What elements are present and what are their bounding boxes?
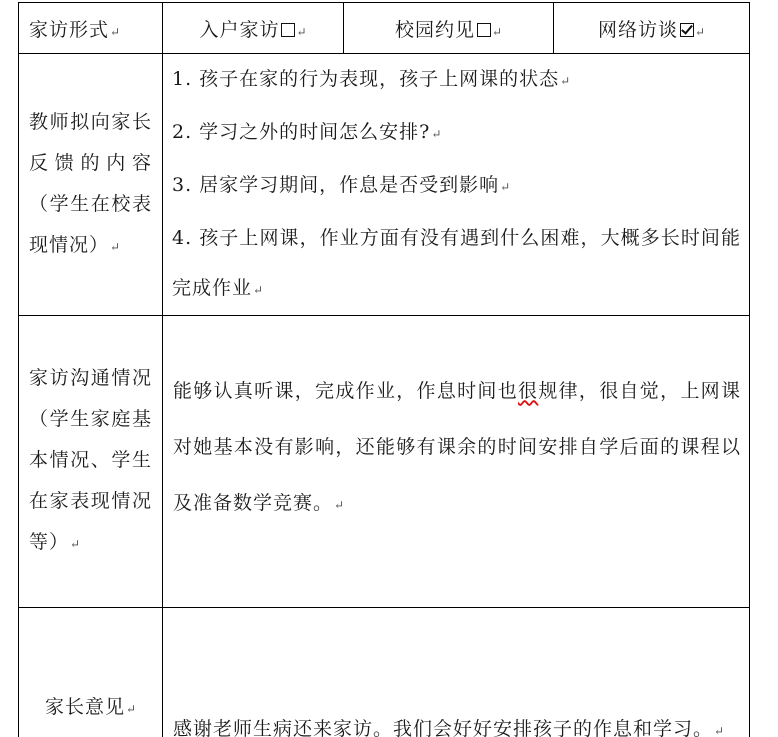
communication-row [19,316,750,608]
parent-opinion-text: 感谢老师生病还来家访。我们会好好安排孩子的作息和学习。↵ [173,718,725,737]
feedback-item: 4. 孩子上网课，作业方面有没有遇到什么困难，大概多长时间能完成作业↵ [172,227,741,299]
paragraph-mark-icon: ↵ [560,74,571,88]
option-online-interview-cell [554,3,750,54]
paragraph-mark-icon: ↵ [253,283,264,297]
visit-mode-label-cell [19,3,163,54]
feedback-content-cell [163,54,750,316]
option-home-visit-cell [163,3,344,54]
paragraph-mark-icon: ↵ [714,724,725,737]
parent-opinion-row [19,608,750,737]
online-interview-checkbox[interactable] [680,23,694,37]
parent-opinion-label-cell [19,608,163,737]
paragraph-mark-icon: ↵ [125,702,137,716]
paragraph-mark-icon: ↵ [70,537,81,551]
feedback-item: 3. 居家学习期间，作息是否受到影响↵ [172,174,511,196]
paragraph-mark-icon: ↵ [110,239,121,254]
option-home-visit-label: 入户家访 [199,18,280,41]
communication-label: 家访沟通情况（学生家庭基本情况、学生在家表现情况等） [29,367,152,553]
paragraph-mark-icon: ↵ [694,24,706,39]
home-visit-checkbox[interactable] [281,23,295,37]
communication-cell [163,316,750,608]
option-campus-meeting-cell [344,3,554,54]
feedback-content-row [19,54,750,316]
visit-mode-row [19,3,750,54]
paragraph-mark-icon: ↵ [334,497,345,512]
feedback-content-label: 教师拟向家长反馈的内容（学生在校表现情况） [29,110,152,256]
feedback-content-label-cell [19,54,163,316]
visit-mode-label: 家访形式 [29,18,110,41]
paragraph-mark-icon: ↵ [500,180,511,194]
paragraph-mark-icon: ↵ [110,24,121,39]
parent-opinion-cell [163,608,750,737]
paragraph-mark-icon: ↵ [491,24,503,39]
home-visit-table [18,2,750,737]
feedback-item: 1. 孩子在家的行为表现，孩子上网课的状态↵ [172,68,571,90]
paragraph-mark-icon: ↵ [296,24,307,39]
feedback-item: 2. 学习之外的时间怎么安排?↵ [172,121,442,143]
option-campus-meeting-label: 校园约见 [394,18,475,41]
option-online-interview-label: 网络访谈 [597,18,678,41]
spellcheck-marked-word: 很 [518,379,539,402]
communication-text: 能够认真听课，完成作业，作息时间也很规律，很自觉，上网课对她基本没有影响，还能够有课余的时间安排自学后面的课程以及准备数学竞赛。↵ [173,379,741,514]
parent-opinion-label: 家长意见 [44,696,125,718]
paragraph-mark-icon: ↵ [431,127,442,141]
campus-meeting-checkbox[interactable] [477,23,491,37]
communication-label-cell [19,316,163,608]
